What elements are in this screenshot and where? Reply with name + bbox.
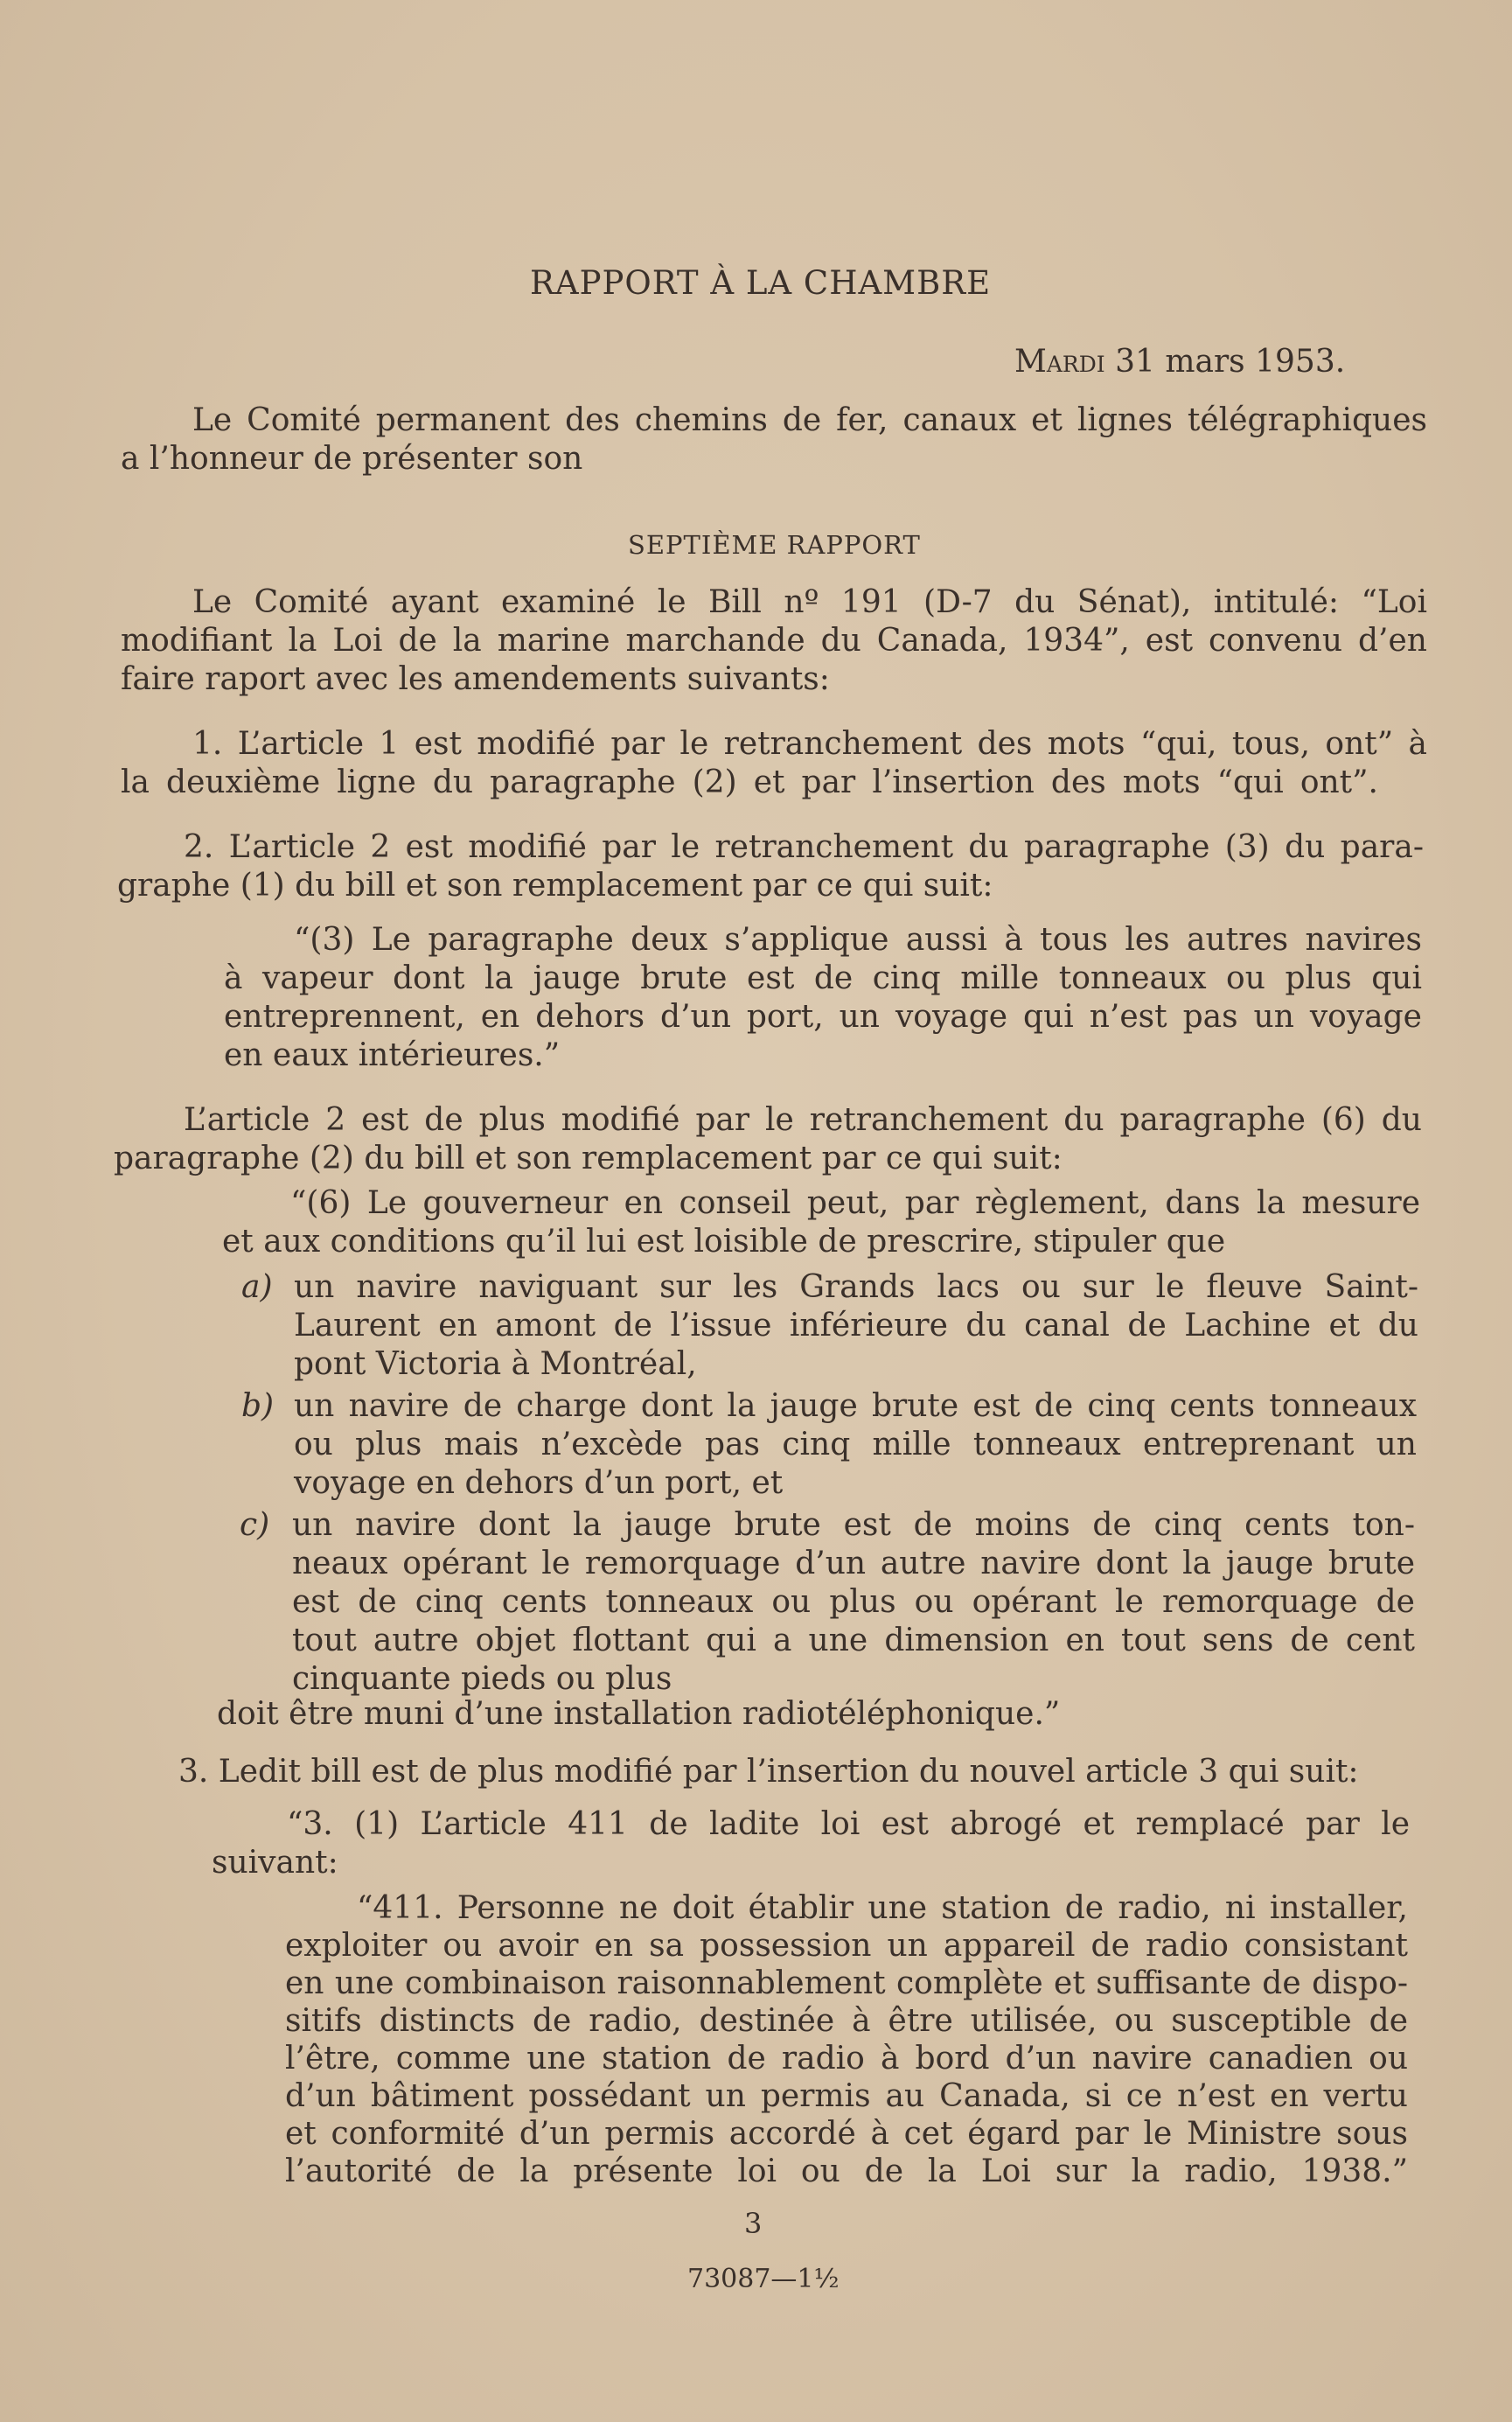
item-line: Laurent en amont de l’issue inférieure du canal de Lachine et du: [294, 1308, 1418, 1344]
quote-line: entreprennent, en dehors d’un port, un voyage qui n’est pas un voyage: [224, 999, 1422, 1035]
date-day: Mardi: [1014, 344, 1105, 380]
body-line: 2. L’article 2 est modifié par le retranchement du paragraphe (3) du para-: [184, 829, 1424, 865]
quote-line: “3. (1) L’article 411 de ladite loi est abrogé et remplacé par le: [287, 1806, 1410, 1842]
quote-line: suivant:: [212, 1845, 338, 1881]
item-label-c: c): [240, 1507, 270, 1543]
intro-line: Le Comité permanent des chemins de fer, canaux et lignes télégraphiques: [192, 402, 1427, 438]
quote-line: “(3) Le paragraphe deux s’applique aussi à tous les autres navires: [294, 922, 1422, 958]
quote-line: doit être muni d’une installation radiotéléphonique.”: [217, 1696, 1061, 1732]
item-line: cinquante pieds ou plus: [292, 1661, 672, 1697]
body-line: faire raport avec les amendements suivants:: [121, 661, 830, 697]
item-line: un navire de charge dont la jauge brute est de cinq cents tonneaux: [294, 1388, 1417, 1424]
quote-line: à vapeur dont la jauge brute est de cinq mille tonneaux ou plus qui: [224, 960, 1422, 996]
item-line: un navire naviguant sur les Grands lacs ou sur le fleuve Saint-: [294, 1269, 1418, 1305]
body-line: Le Comité ayant examiné le Bill nº 191 (D-7 du Sénat), intitulé: “Loi: [192, 584, 1427, 620]
quote-line: l’être, comme une station de radio à bord d’un navire canadien ou: [285, 2041, 1408, 2076]
intro-line: a l’honneur de présenter son: [121, 441, 583, 477]
item-line: tout autre objet flottant qui a une dimension en tout sens de cent: [292, 1623, 1415, 1658]
body-line: la deuxième ligne du paragraphe (2) et par l’insertion des mots “qui ont”.: [121, 764, 1378, 800]
body-line: 1. L’article 1 est modifié par le retranchement des mots “qui, tous, ont” à: [192, 726, 1427, 762]
body-line: 3. Ledit bill est de plus modifié par l’insertion du nouvel article 3 qui suit:: [178, 1754, 1359, 1790]
footer-code: 73087—1½: [687, 2264, 840, 2294]
item-label-a: a): [241, 1269, 273, 1305]
item-line: neaux opérant le remorquage d’un autre navire dont la jauge brute: [292, 1546, 1415, 1581]
quote-line: sitifs distincts de radio, destinée à être utilisée, ou susceptible de: [285, 2003, 1408, 2039]
quote-line: et aux conditions qu’il lui est loisible de prescrire, stipuler que: [222, 1224, 1226, 1260]
quote-line: l’autorité de la présente loi ou de la Loi sur la radio, 1938.”: [285, 2153, 1408, 2189]
quote-line: “(6) Le gouverneur en conseil peut, par règlement, dans la mesure: [290, 1185, 1420, 1221]
date-rest: 31 mars 1953.: [1115, 344, 1346, 380]
page-number: 3: [744, 2207, 763, 2240]
item-line: est de cinq cents tonneaux ou plus ou opérant le remorquage de: [292, 1584, 1415, 1620]
report-date: [1014, 343, 1345, 381]
item-line: un navire dont la jauge brute est de moins de cinq cents ton-: [292, 1507, 1415, 1543]
item-line: ou plus mais n’excède pas cinq mille tonneaux entreprenant un: [294, 1427, 1417, 1462]
item-line: pont Victoria à Montréal,: [294, 1346, 697, 1382]
report-subtitle: SEPTIÈME RAPPORT: [628, 530, 921, 560]
item-line: voyage en dehors d’un port, et: [294, 1465, 784, 1501]
report-heading: RAPPORT À LA CHAMBRE: [530, 264, 992, 302]
body-line: paragraphe (2) du bill et son remplacement par ce qui suit:: [114, 1141, 1063, 1176]
quote-line: en une combinaison raisonnablement complète et suffisante de dispo-: [285, 1965, 1408, 2001]
quote-line: “411. Personne ne doit établir une station de radio, ni installer,: [357, 1890, 1408, 1926]
quote-line: exploiter ou avoir en sa possession un appareil de radio consistant: [285, 1928, 1408, 1964]
body-line: graphe (1) du bill et son remplacement par ce qui suit:: [117, 868, 993, 904]
quote-line: d’un bâtiment possédant un permis au Canada, si ce n’est en vertu: [285, 2078, 1408, 2114]
quote-line: et conformité d’un permis accordé à cet égard par le Ministre sous: [285, 2116, 1408, 2152]
item-label-b: b): [241, 1388, 275, 1424]
body-line: L’article 2 est de plus modifié par le retranchement du paragraphe (6) du: [184, 1102, 1422, 1138]
quote-line: en eaux intérieures.”: [224, 1037, 561, 1073]
body-line: modifiant la Loi de la marine marchande du Canada, 1934”, est convenu d’en: [121, 623, 1427, 659]
